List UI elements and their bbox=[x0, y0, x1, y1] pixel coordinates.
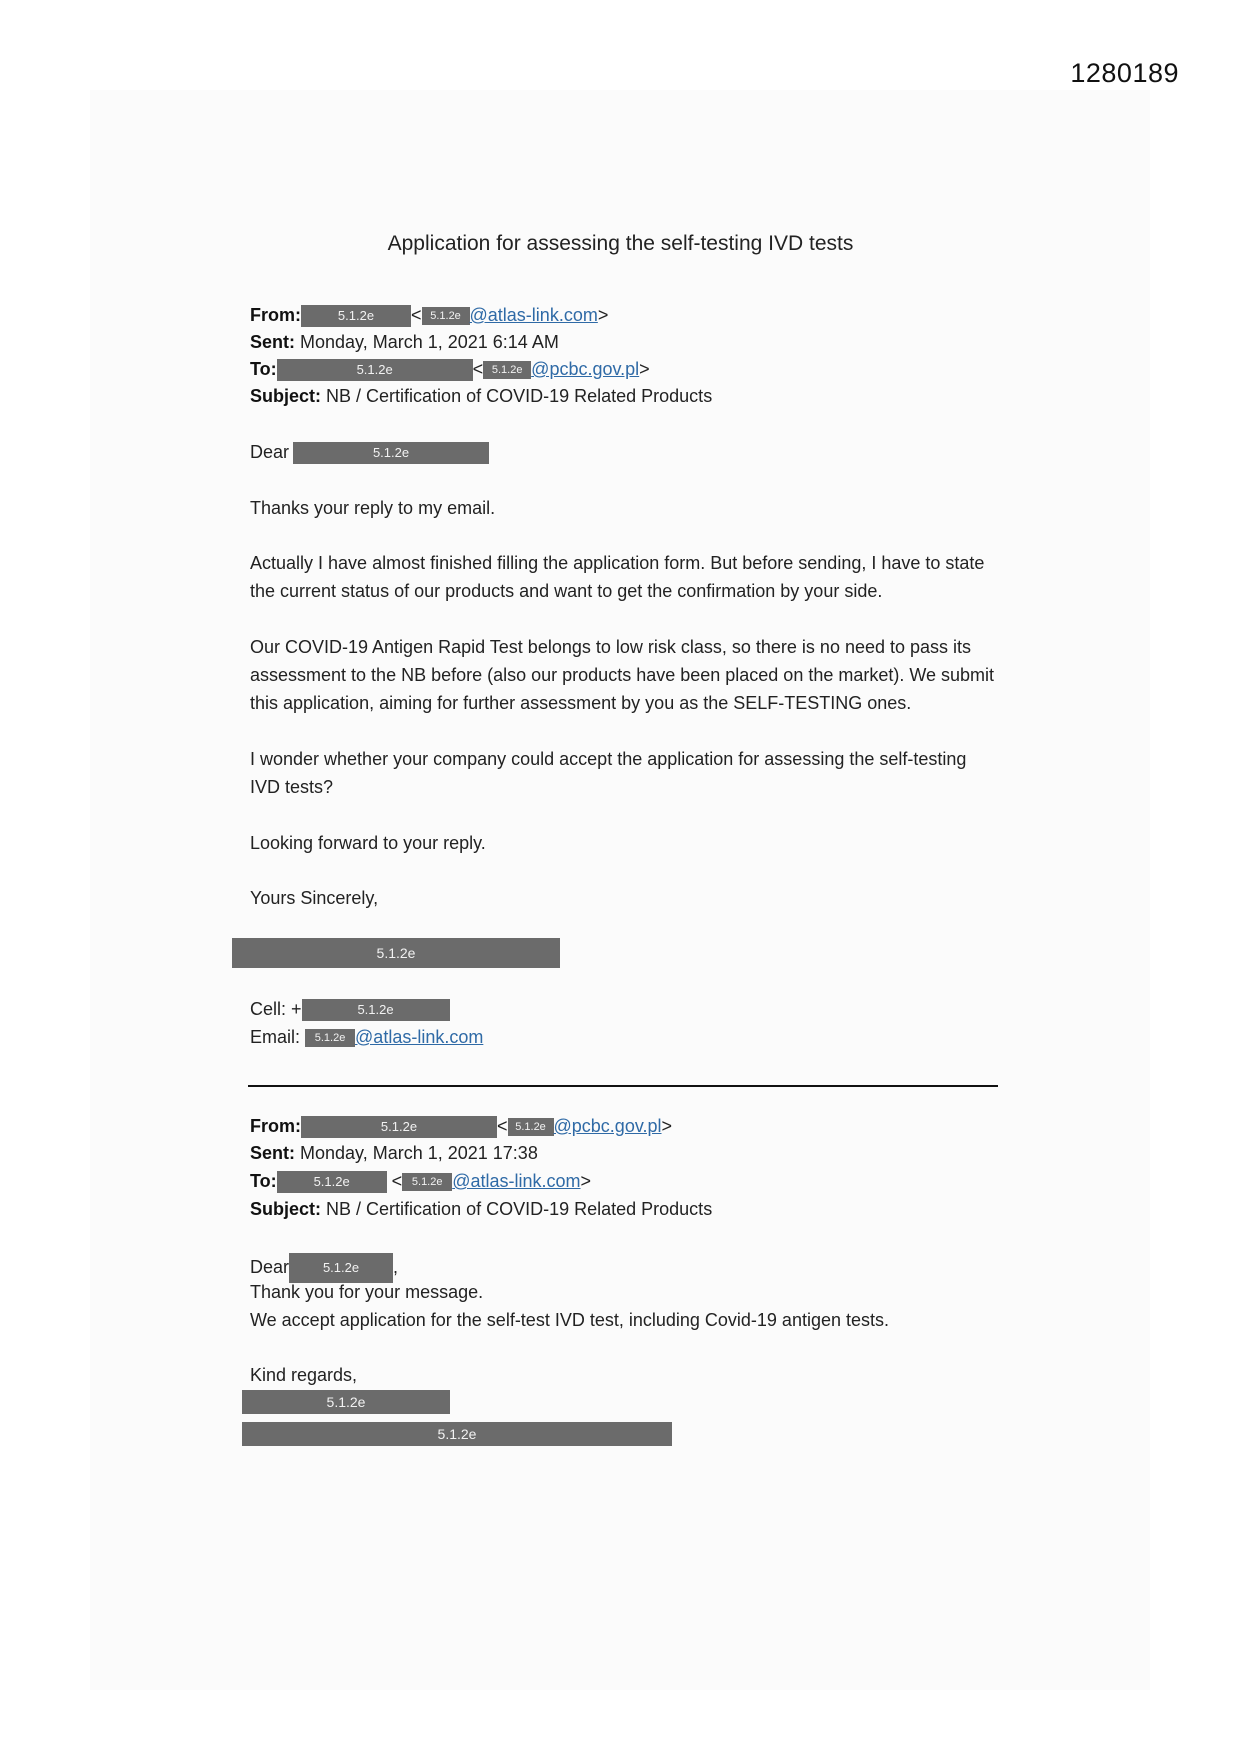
email1-subject-line bbox=[250, 385, 712, 407]
redaction-box: 5.1.2e bbox=[302, 999, 450, 1021]
email1-cell-label: Cell: + bbox=[250, 999, 302, 1019]
email1-paragraph: Yours Sincerely, bbox=[250, 888, 379, 908]
email2-subject-line bbox=[250, 1198, 712, 1220]
email1-sent-label: Sent: bbox=[250, 332, 295, 352]
email2-to-address-link[interactable]: @atlas-link.com bbox=[452, 1171, 581, 1191]
email-divider bbox=[248, 1085, 998, 1087]
email1-from-label: From: bbox=[250, 305, 301, 325]
email1-paragraph: Actually I have almost finished filling the application form. But before sending, I have to state the current status of our products and want to get the confirmation by your side. bbox=[250, 553, 985, 601]
redaction-box: 5.1.2e bbox=[277, 359, 473, 381]
email1-cell-line bbox=[250, 998, 450, 1021]
email1-to-address-link[interactable]: @pcbc.gov.pl bbox=[531, 359, 640, 379]
signature-redaction-box: 5.1.2e bbox=[242, 1390, 450, 1414]
email2-closing: Kind regards, bbox=[250, 1365, 358, 1385]
redaction-box: 5.1.2e bbox=[293, 442, 489, 464]
redaction-box: 5.1.2e bbox=[289, 1253, 393, 1283]
document-title: Application for assessing the self-testing IVD tests bbox=[387, 232, 854, 255]
email2-from-address-link[interactable]: @pcbc.gov.pl bbox=[553, 1116, 662, 1136]
email2-from-label: From: bbox=[250, 1116, 301, 1136]
redaction-box: 5.1.2e bbox=[277, 1171, 387, 1193]
redaction-box: 5.1.2e bbox=[508, 1118, 554, 1136]
email1-subject-value: NB / Certification of COVID-19 Related Products bbox=[326, 386, 713, 406]
email1-email-line bbox=[250, 1026, 483, 1048]
email1-from-address-link[interactable]: @atlas-link.com bbox=[469, 305, 598, 325]
email1-salutation: Dear 5.1.2e bbox=[250, 441, 489, 464]
redaction-box: 5.1.2e bbox=[301, 1116, 497, 1138]
redaction-box: 5.1.2e bbox=[305, 1029, 355, 1047]
email1-subject-label: Subject: bbox=[250, 386, 322, 406]
email2-subject-label: Subject: bbox=[250, 1199, 322, 1219]
email2-to-line: To: 5.1.2e < 5.1.2e @atlas-link.com> bbox=[250, 1170, 591, 1193]
email2-salutation: Dear 5.1.2e , bbox=[250, 1253, 398, 1283]
email2-to-label: To: bbox=[250, 1171, 277, 1191]
email1-sent-value: Monday, March 1, 2021 6:14 AM bbox=[300, 332, 559, 352]
email2-body-line: Thank you for your message. bbox=[250, 1282, 484, 1302]
redaction-box: 5.1.2e bbox=[422, 307, 470, 325]
email1-signature-email-link[interactable]: @atlas-link.com bbox=[355, 1027, 484, 1047]
email1-to-line: To: 5.1.2e < 5.1.2e @pcbc.gov.pl> bbox=[250, 358, 650, 381]
signature-redaction-box: 5.1.2e bbox=[232, 938, 560, 968]
email1-email-label: Email: bbox=[250, 1027, 301, 1047]
signature-redaction-box: 5.1.2e bbox=[242, 1422, 672, 1446]
email1-paragraph: Our COVID-19 Antigen Rapid Test belongs to low risk class, so there is no need to pass its assessment to the NB before (also our products have been placed on the market). We submit this application, aiming for further assessment by you as the SELF-TESTING ones. bbox=[250, 637, 995, 713]
email1-sent-line bbox=[250, 331, 559, 353]
email2-sent-value: Monday, March 1, 2021 17:38 bbox=[300, 1143, 538, 1163]
email2-from-line: From: 5.1.2e < 5.1.2e @pcbc.gov.pl> bbox=[250, 1115, 672, 1138]
document-number: 1280189 bbox=[1070, 58, 1179, 88]
email2-sent-label: Sent: bbox=[250, 1143, 295, 1163]
email1-paragraph: I wonder whether your company could accept the application for assessing the self-testing IVD tests? bbox=[250, 749, 967, 797]
email2-sent-line bbox=[250, 1142, 538, 1164]
email1-paragraph: Thanks your reply to my email. bbox=[250, 498, 496, 518]
email1-from-line: From: 5.1.2e < 5.1.2e @atlas-link.com> bbox=[250, 304, 608, 327]
email2-subject-value: NB / Certification of COVID-19 Related Products bbox=[326, 1199, 713, 1219]
redaction-box: 5.1.2e bbox=[402, 1173, 452, 1191]
email2-body-line: We accept application for the self-test IVD test, including Covid-19 antigen tests. bbox=[250, 1310, 889, 1330]
redaction-box: 5.1.2e bbox=[301, 305, 411, 327]
redaction-box: 5.1.2e bbox=[483, 361, 531, 379]
email1-to-label: To: bbox=[250, 359, 277, 379]
email1-paragraph: Looking forward to your reply. bbox=[250, 833, 486, 853]
